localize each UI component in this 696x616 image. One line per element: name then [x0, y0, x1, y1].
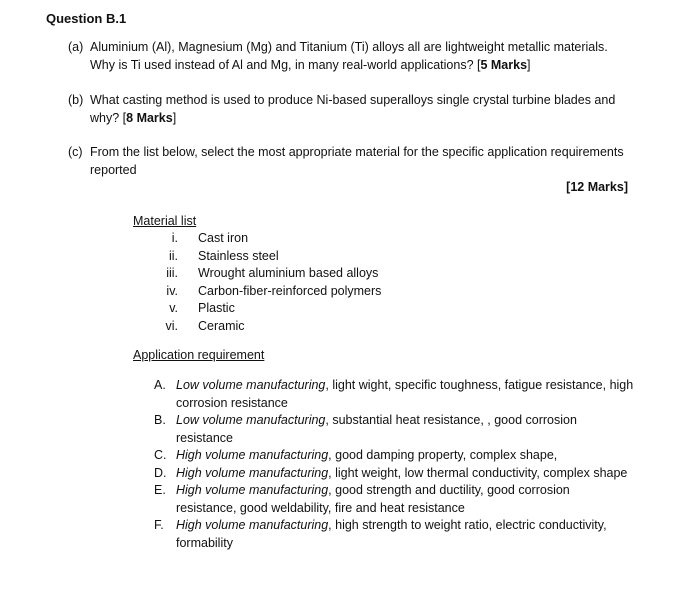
application-volume: High volume manufacturing: [176, 518, 329, 532]
application-letter: D.: [154, 466, 167, 480]
application-letter: C.: [154, 448, 167, 462]
question-a-marks: 5 Marks: [480, 57, 528, 72]
material-name: Ceramic: [198, 319, 245, 333]
question-title: Question B.1: [46, 11, 127, 26]
material-list-heading: Material list: [133, 214, 197, 228]
application-volume: High volume manufacturing: [176, 466, 329, 480]
material-numeral: iii.: [166, 266, 178, 280]
application-text: [176, 412, 676, 447]
application-detail: , good damping property, complex shape,: [328, 448, 558, 462]
application-detail-cont: resistance, good weldability, fire and heat resistance: [176, 500, 465, 515]
question-b-marks: 8 Marks: [126, 110, 173, 125]
material-numeral: i.: [171, 231, 178, 245]
material-numeral: v.: [169, 301, 178, 315]
application-detail: , good strength and ductility, good corrosion: [328, 483, 570, 497]
application-letter: F.: [154, 518, 164, 532]
question-c-text: [90, 144, 670, 179]
question-a-line1: Aluminium (Al), Magnesium (Mg) and Titanium (Ti) alloys all are lightweight metallic materials.: [90, 40, 608, 54]
question-a-line2: Why is Ti used instead of Al and Mg, in many real-world applications? [: [90, 57, 481, 72]
question-c-line1: From the list below, select the most appropriate material for the specific application requirements: [90, 145, 624, 159]
material-numeral: vi.: [165, 319, 178, 333]
application-text: [176, 517, 676, 552]
application-detail: , high strength to weight ratio, electric conductivity,: [328, 518, 607, 532]
application-detail: , light weight, low thermal conductivity, complex shape: [328, 466, 628, 480]
application-text: [176, 377, 676, 412]
application-letter: B.: [154, 413, 166, 427]
question-b-line2: why? [: [90, 110, 127, 125]
application-detail-cont: corrosion resistance: [176, 395, 288, 410]
material-name: Wrought aluminium based alloys: [198, 266, 379, 280]
question-c-line2: reported: [90, 162, 137, 177]
question-c-marks: [12 Marks]: [566, 180, 628, 194]
application-letter: A.: [154, 378, 166, 392]
application-detail-cont: formability: [176, 535, 233, 550]
application-heading: Application requirement: [133, 348, 265, 362]
material-name: Cast iron: [198, 231, 249, 245]
question-a-text: [90, 39, 670, 74]
application-text: [176, 482, 676, 517]
question-b-line1: What casting method is used to produce Ni-based superalloys single crystal turbine blades and: [90, 93, 616, 107]
application-text: [176, 465, 676, 483]
material-numeral: ii.: [168, 249, 178, 263]
question-b-close: ]: [172, 110, 177, 125]
application-detail: , substantial heat resistance, , good corrosion: [325, 413, 577, 427]
material-name: Carbon-fiber-reinforced polymers: [198, 284, 382, 298]
question-b-label: (b): [68, 93, 84, 107]
material-name: Plastic: [198, 301, 235, 315]
application-detail-cont: resistance: [176, 430, 233, 445]
application-volume: Low volume manufacturing: [176, 378, 326, 392]
application-volume: High volume manufacturing: [176, 448, 329, 462]
question-b-text: [90, 92, 670, 127]
material-numeral: iv.: [166, 284, 178, 298]
question-a-close: ]: [527, 57, 531, 72]
application-volume: Low volume manufacturing: [176, 413, 326, 427]
application-letter: E.: [154, 483, 166, 497]
application-text: [176, 447, 676, 465]
application-detail: , light wight, specific toughness, fatigue resistance, high: [325, 378, 634, 392]
question-c-label: (c): [68, 145, 83, 159]
question-a-label: (a): [68, 40, 84, 54]
material-name: Stainless steel: [198, 249, 279, 263]
application-volume: High volume manufacturing: [176, 483, 329, 497]
